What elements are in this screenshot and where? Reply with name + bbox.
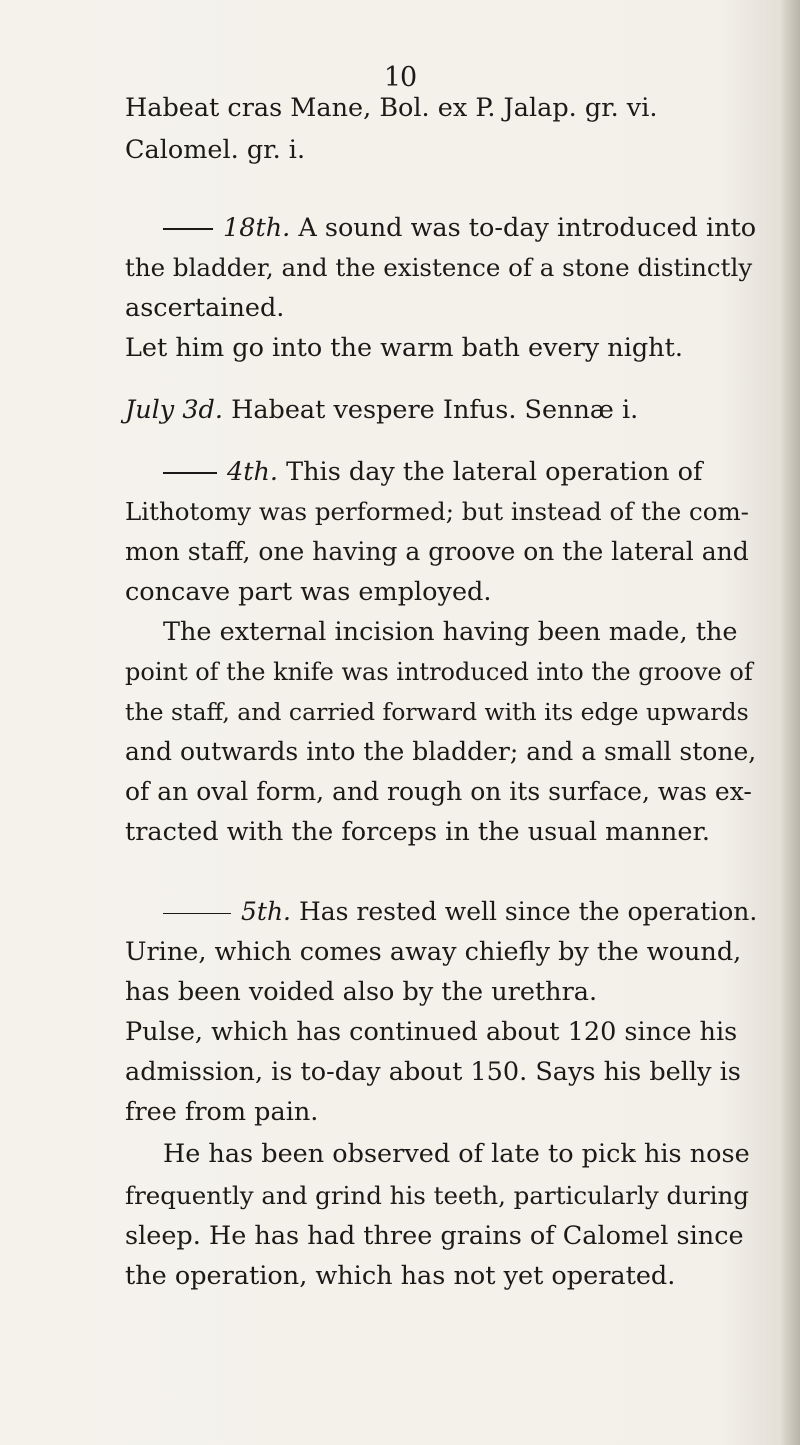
text-line	[125, 892, 757, 932]
page-edge	[778, 0, 800, 1445]
text-line-content: Habeat vespere Infus. Sennæ i.	[231, 395, 639, 425]
entry-date: July 3d.	[125, 395, 223, 425]
text-line: the bladder, and the existence of a stone distinctly	[125, 253, 753, 282]
text-line: He has been observed of late to pick his nose	[163, 1139, 750, 1169]
text-line-content: Has rested well since the operation.	[298, 897, 758, 926]
text-line	[125, 390, 757, 430]
entry-date: 4th.	[227, 457, 278, 487]
text-line	[125, 452, 757, 492]
text-line: tracted with the forceps in the usual manner.	[125, 817, 710, 847]
text-line: the operation, which has not yet operated.	[125, 1261, 676, 1291]
text-line: Let him go into the warm bath every night.	[125, 333, 683, 363]
text-line: frequently and grind his teeth, particularly during	[125, 1181, 749, 1210]
text-line: The external incision having been made, the	[163, 617, 738, 647]
text-line: Calomel. gr. i.	[125, 135, 306, 165]
text-line: Pulse, which has continued about 120 since his	[125, 1017, 738, 1047]
text-line: sleep. He has had three grains of Calomel since	[125, 1221, 744, 1251]
text-line: of an oval form, and rough on its surface, was ex-	[125, 777, 752, 806]
page-number: 10	[383, 62, 417, 93]
text-line: admission, is to-day about 150. Says his belly is	[125, 1057, 741, 1087]
entry-date: 18th.	[223, 213, 291, 243]
ditto-dash	[163, 228, 213, 230]
text-line: concave part was employed.	[125, 577, 492, 607]
text-line: Lithotomy was performed; but instead of the com-	[125, 497, 749, 526]
text-line: and outwards into the bladder; and a small stone,	[125, 737, 757, 766]
text-line: point of the knife was introduced into the groove of	[125, 658, 753, 686]
ditto-dash	[163, 472, 217, 474]
ditto-dash	[163, 913, 231, 915]
text-line: Habeat cras Mane, Bol. ex P. Jalap. gr. vi.	[125, 93, 658, 123]
text-line: Urine, which comes away chiefly by the wound,	[125, 937, 742, 967]
entry-date: 5th.	[241, 897, 291, 926]
text-line: mon staff, one having a groove on the lateral and	[125, 537, 749, 566]
text-line-content: A sound was to-day introduced into	[298, 213, 757, 243]
text-line	[125, 208, 757, 248]
text-line: free from pain.	[125, 1097, 319, 1127]
text-line-content: This day the lateral operation of	[286, 457, 703, 487]
text-line: the staff, and carried forward with its edge upwards	[125, 698, 749, 726]
text-line: has been voided also by the urethra.	[125, 977, 598, 1007]
text-line: ascertained.	[125, 293, 285, 323]
